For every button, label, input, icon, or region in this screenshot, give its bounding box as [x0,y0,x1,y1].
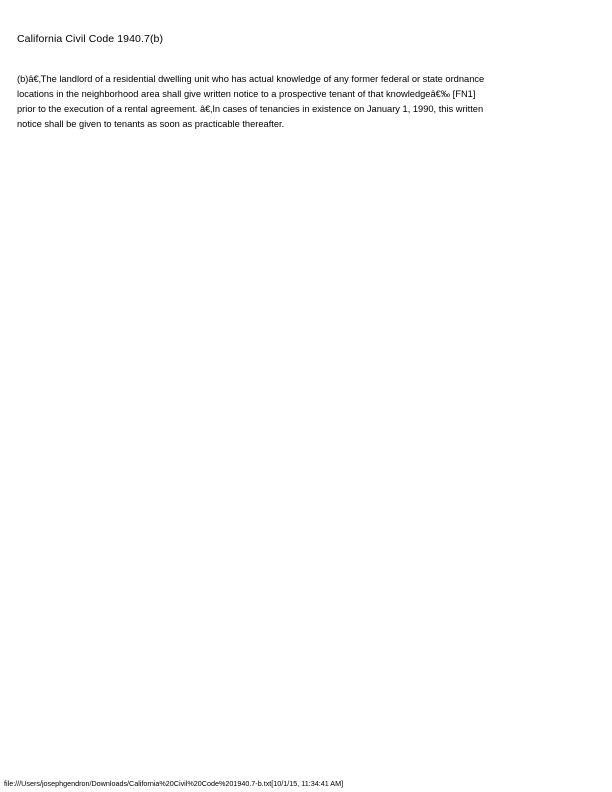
document-paragraph [17,72,589,132]
paragraph-line: prior to the execution of a rental agreement. â€‚In cases of tenancies in existence on January 1, 1990, this written [17,104,484,114]
paragraph-line: locations in the neighborhood area shall give written notice to a prospective tenant of that knowledgeâ€‰ [FN1] [17,89,476,99]
paragraph-line: (b)â€‚The landlord of a residential dwelling unit who has actual knowledge of any former federal or state ordnance [17,74,485,84]
paragraph-line: notice shall be given to tenants as soon as practicable thereafter. [17,119,285,129]
print-footer-url: file:///Users/josephgendron/Downloads/California%20Civil%20Code%201940.7-b.txt[10/1/15, 11:34:41 AM] [4,779,344,788]
document-title: California Civil Code 1940.7(b) [17,33,164,45]
